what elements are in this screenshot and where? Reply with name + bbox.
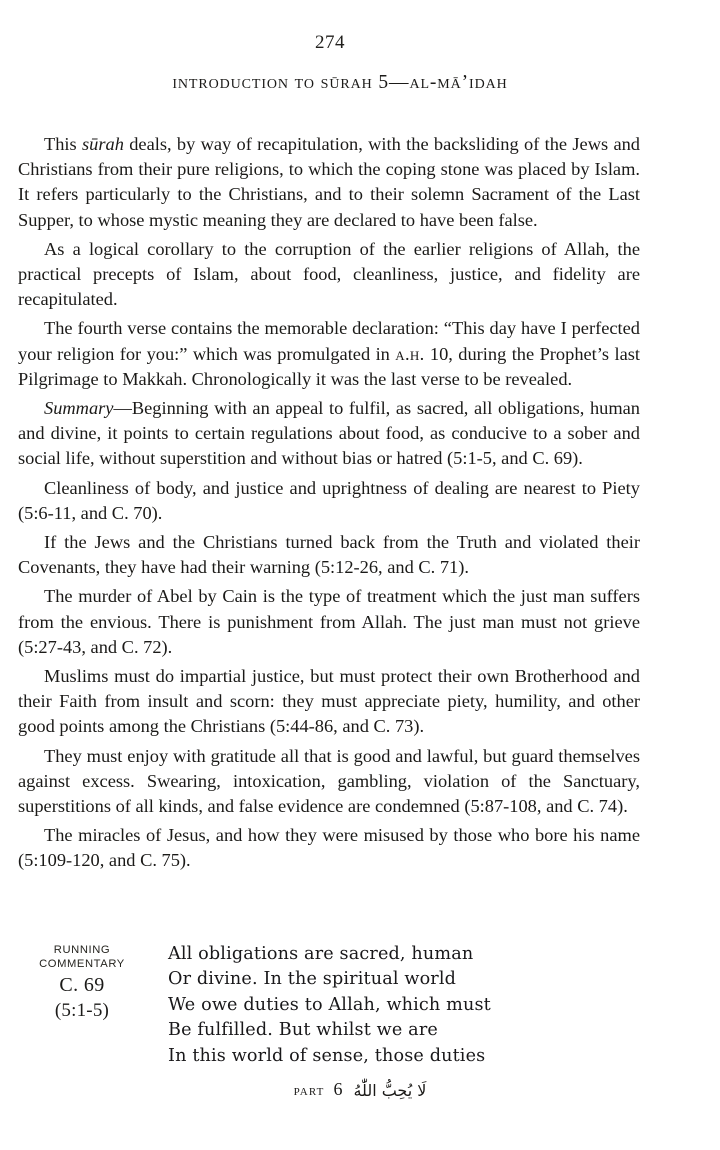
page-footer (0, 1079, 720, 1100)
commentary-verse-range: (5:1-5) (54, 1000, 110, 1021)
verse-line: We owe duties to Allah, which must (168, 994, 491, 1015)
verse-line: Or divine. In the spiritual world (168, 969, 457, 990)
paragraph-7: The murder of Abel by Cain is the type of treatment which the just man suffers from the envious. There is punishment from Allah. The just man must not grieve (5:27-43, and C. 72). (18, 586, 640, 657)
paragraph-3-smallcaps-ah: a.h. (395, 343, 425, 364)
running-commentary-label (18, 940, 146, 1023)
paragraph-1-italic-surah: sūrah (82, 134, 124, 154)
verse-line: Be fulfilled. But whilst we are (168, 1020, 438, 1041)
footer-arabic-text: لَا يُحِبُّ اللّٰهُ (353, 1081, 427, 1100)
paragraph-3-text-b: 10, during the Prophet’s last Pilgrimage to Makkah. Chronologically it was the last verse to be revealed. (18, 343, 640, 389)
running-commentary-block (18, 940, 640, 1069)
paragraph-10: The miracles of Jesus, and how they were misused by those who bore his name (5:109-120, and C. 75). (18, 825, 640, 871)
paragraph-4-text-b: —Beginning with an appeal to fulfil, as sacred, all obligations, human and divine, it points to certain regulations about food, as conducive to a sober and social life, without superstition and without bias or hatred (5:1-5, and C. 69). (18, 398, 640, 469)
paragraph-3-text-a: The fourth verse contains the memorable declaration: “This day have I perfected your religion for you:” which was promulgated in (18, 318, 640, 364)
paragraph-1-text-b: deals, by way of recapitulation, with the backsliding of the Jews and Christians from their pure religions, to which the coping stone was placed by Islam. It refers particularly to the Christians, and to their solemn Sacrament of the Last Supper, to whose mystic meaning they are declared to have been false. (18, 134, 640, 230)
page-title: introduction to sūrah 5—al-mā’idah (172, 72, 508, 93)
body-text-block (18, 132, 640, 874)
commentary-verse-column (168, 940, 491, 1069)
paragraph-9: They must enjoy with gratitude all that is good and lawful, but guard themselves against excess. Swearing, intoxication, gambling, violation of the Sanctuary, superstitions of all kinds, and false evidence are condemned (5:87-108, and C. 74). (18, 745, 640, 817)
paragraph-4-italic-summary: Summary (44, 398, 114, 419)
commentary-reference: C. 69 (59, 974, 105, 996)
paragraph-8: Muslims must do impartial justice, but must protect their own Brotherhood and their Faith from insult and scorn: they must appreciate piety, humility, and other good points among the Christians (5:44-86, and C. 73). (18, 666, 640, 737)
paragraph-2: As a logical corollary to the corruption of the earlier religions of Allah, the practical precepts of Islam, about food, cleanliness, justice, and fidelity are recapitulated. (18, 238, 640, 310)
verse-line: All obligations are sacred, human (168, 944, 474, 964)
paragraph-3 (18, 316, 640, 392)
verse-line: In this world of sense, those duties (168, 1045, 486, 1066)
running-commentary-label-line1: RUNNING (53, 944, 111, 956)
footer-part-label: part (293, 1082, 325, 1099)
paragraph-6: If the Jews and the Christians turned back from the Truth and violated their Covenants, they have had their warning (5:12-26, and C. 71). (18, 532, 640, 578)
page-number: 274 (315, 32, 345, 53)
paragraph-5: Cleanliness of body, and justice and uprightness of dealing are nearest to Piety (5:6-11, and C. 70). (18, 477, 640, 523)
paragraph-4-summary (18, 396, 640, 472)
running-commentary-label-line2: COMMENTARY (39, 957, 125, 970)
paragraph-1 (18, 132, 640, 233)
footer-part-number: 6 (333, 1079, 343, 1099)
paragraph-1-text-a: This (44, 134, 82, 154)
